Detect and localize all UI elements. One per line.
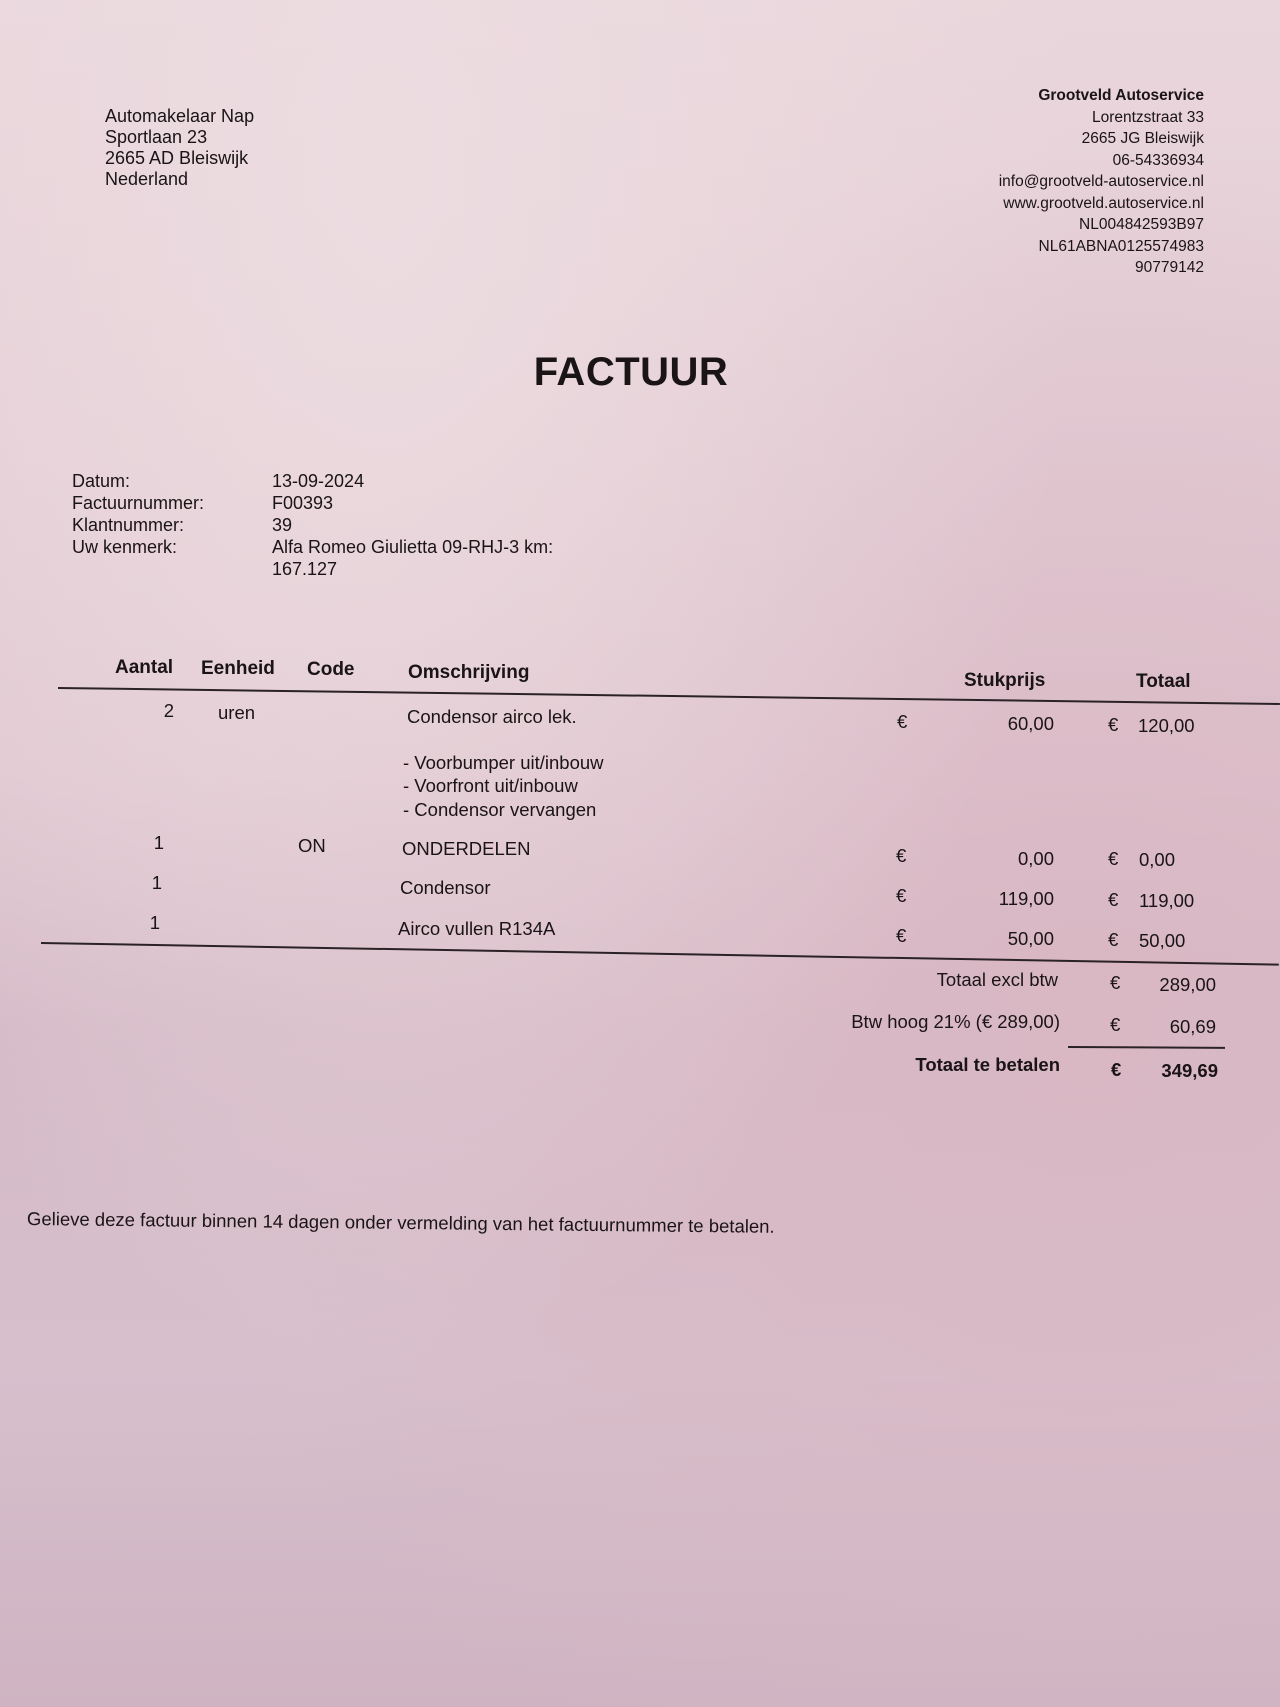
row2-totaal-currency: € — [1108, 848, 1119, 869]
totals-total-currency: € — [1111, 1059, 1122, 1080]
table-bottom-divider — [41, 942, 1279, 965]
row1-totaal-currency: € — [1108, 714, 1119, 735]
row2-stukprijs: 0,00 — [1017, 848, 1054, 869]
header-eenheid: Eenheid — [201, 658, 275, 679]
company-block — [999, 85, 1204, 279]
row3-totaal-currency: € — [1108, 889, 1119, 910]
company-vat-number: NL004842593B97 — [1079, 216, 1204, 233]
meta-row-invoice-number — [72, 492, 602, 514]
meta-label: Datum: — [72, 471, 131, 491]
row1-stukprijs: 60,00 — [1007, 713, 1054, 734]
row2-aantal: 1 — [153, 832, 164, 853]
company-phone: 06-54336934 — [1112, 151, 1204, 169]
totals-excl-currency: € — [1110, 972, 1121, 993]
totals-btw-currency: € — [1110, 1014, 1121, 1035]
meta-row-date — [72, 470, 602, 492]
client-country: Nederland — [105, 169, 189, 189]
row4-totaal: 50,00 — [1139, 930, 1186, 951]
row3-currency: € — [896, 885, 907, 906]
row1-totaal: 120,00 — [1138, 715, 1195, 736]
totals-total-label: Totaal te betalen — [915, 1054, 1060, 1075]
company-website: www.grootveld.autoservice.nl — [1003, 194, 1204, 212]
totals-total-value: 349,69 — [1161, 1060, 1218, 1081]
row4-stukprijs: 50,00 — [1007, 928, 1054, 949]
company-iban: NL61ABNA0125574983 — [1038, 237, 1204, 255]
page-title: FACTUUR — [533, 350, 729, 394]
client-address — [105, 106, 254, 190]
row3-omschrijving: Condensor — [400, 877, 491, 898]
payment-note: Gelieve deze factuur binnen 14 dagen onder vermelding van het factuurnummer te betalen. — [26, 1208, 775, 1237]
invoice-meta — [72, 470, 602, 580]
header-totaal: Totaal — [1136, 671, 1191, 692]
meta-row-reference — [72, 536, 602, 580]
meta-label: Factuurnummer: — [72, 493, 205, 513]
row2-totaal: 0,00 — [1139, 849, 1176, 870]
row2-code: ON — [298, 835, 326, 856]
company-street: Lorentzstraat 33 — [1091, 108, 1204, 126]
meta-label: Klantnummer: — [72, 515, 185, 535]
totals-btw-value: 60,69 — [1169, 1016, 1216, 1037]
header-omschrijving: Omschrijving — [408, 662, 530, 683]
row3-stukprijs: 119,00 — [998, 888, 1054, 909]
company-kvk-number: 90779142 — [1135, 259, 1204, 276]
meta-label: Uw kenmerk: — [72, 537, 178, 557]
client-street: Sportlaan 23 — [105, 127, 208, 147]
row1-subline: - Voorfront uit/inbouw — [403, 775, 578, 796]
totals-btw-label: Btw hoog 21% (€ 289,00) — [851, 1011, 1060, 1032]
totals-excl-label: Totaal excl btw — [936, 969, 1058, 990]
meta-value: 39 — [272, 515, 293, 535]
row1-currency: € — [897, 711, 908, 732]
row4-currency: € — [896, 925, 907, 946]
meta-row-customer-number — [72, 514, 602, 536]
row2-omschrijving: ONDERDELEN — [402, 838, 531, 859]
client-city: 2665 AD Bleiswijk — [105, 148, 249, 168]
row1-eenheid: uren — [218, 702, 256, 723]
header-stukprijs: Stukprijs — [964, 670, 1046, 691]
meta-value: 13-09-2024 — [272, 471, 365, 491]
row4-omschrijving: Airco vullen R134A — [398, 918, 556, 939]
header-aantal: Aantal — [115, 657, 174, 678]
row4-aantal: 1 — [149, 912, 160, 933]
row3-totaal: 119,00 — [1139, 890, 1195, 911]
company-email: info@grootveld-autoservice.nl — [998, 173, 1204, 190]
company-name: Grootveld Autoservice — [1038, 87, 1204, 104]
row1-omschrijving: Condensor airco lek. — [407, 706, 577, 727]
row1-aantal: 2 — [163, 700, 174, 721]
header-code: Code — [307, 659, 355, 680]
company-city: 2665 JG Bleiswijk — [1081, 130, 1204, 147]
row2-currency: € — [896, 845, 907, 866]
row1-subline: - Voorbumper uit/inbouw — [403, 752, 604, 773]
totals-excl-value: 289,00 — [1159, 974, 1216, 995]
row3-aantal: 1 — [151, 872, 162, 893]
row1-subline: - Condensor vervangen — [403, 799, 597, 820]
meta-value: Alfa Romeo Giulietta 09-RHJ-3 km: 167.127 — [272, 537, 554, 579]
totals-divider — [1068, 1046, 1225, 1048]
client-name: Automakelaar Nap — [105, 106, 255, 126]
row4-totaal-currency: € — [1108, 929, 1119, 950]
meta-value: F00393 — [272, 493, 334, 513]
